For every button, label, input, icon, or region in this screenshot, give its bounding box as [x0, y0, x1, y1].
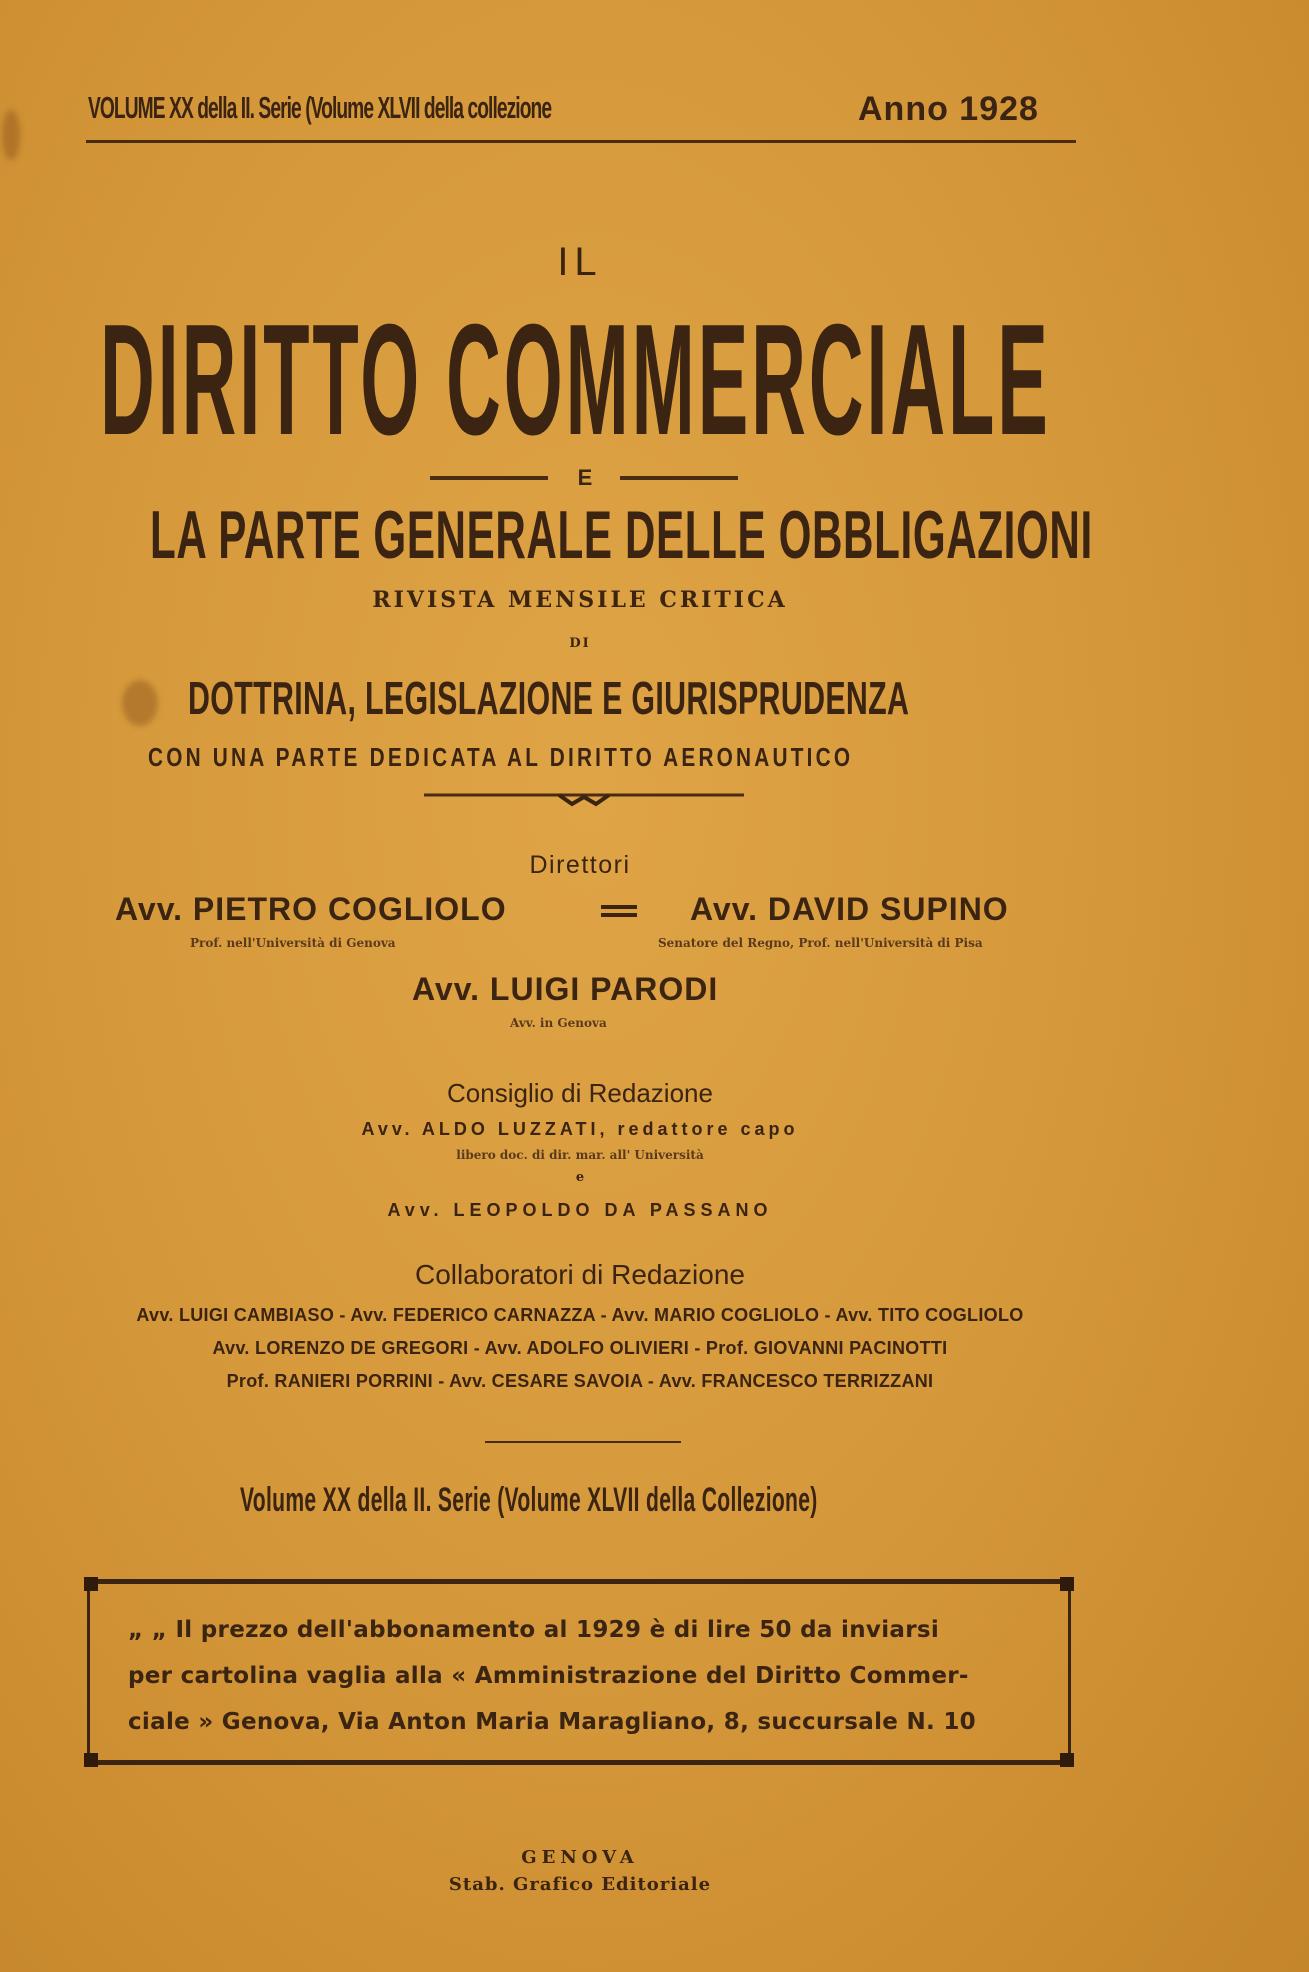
box-border-right: [1068, 1577, 1071, 1767]
subtitle-of: DI: [569, 636, 591, 651]
notice-line: ciale » Genova, Via Anton Maria Maragliano, 8, succursale N. 10: [128, 1709, 976, 1735]
imprint-press: Stab. Grafico Editoriale: [448, 1874, 712, 1895]
section-divider: [485, 1441, 681, 1443]
imprint-city: GENOVA: [521, 1847, 639, 1868]
chief-editor-role: libero doc. di dir. mar. all' Università: [456, 1148, 704, 1162]
board-member: Avv. LEOPOLDO DA PASSANO: [387, 1200, 773, 1220]
notice-line: per cartolina vaglia alla « Amministrazione del Diritto Commer-: [128, 1663, 969, 1689]
subscription-notice-box: [84, 1577, 1074, 1767]
box-border-bottom: [84, 1760, 1074, 1765]
collaborators-line: Prof. RANIERI PORRINI - Avv. CESARE SAVOIA - Avv. FRANCESCO TERRIZZANI: [226, 1371, 934, 1391]
notice-line: „ „ Il prezzo dell'abbonamento al 1929 è di lire 50 da inviarsi: [128, 1617, 940, 1643]
title-conjunction: E: [577, 465, 593, 490]
box-corner: [1060, 1577, 1074, 1591]
paper-stain: [122, 680, 158, 726]
box-corner: [1060, 1753, 1074, 1767]
header-year: Anno 1928: [858, 90, 1039, 128]
director-role: Senatore del Regno, Prof. nell'Università di Pisa: [658, 936, 983, 950]
ornament-rule-icon: [424, 788, 744, 808]
director-name: Avv. LUIGI PARODI: [412, 971, 719, 1007]
page-title: DIRITTO COMMERCIALE: [100, 292, 1051, 468]
paper-stain: [2, 110, 20, 160]
header-rule: [86, 140, 1076, 143]
title-article: IL: [557, 240, 603, 284]
box-border-left: [87, 1577, 90, 1767]
box-corner: [84, 1753, 98, 1767]
separator-rule-left: [430, 476, 548, 480]
directors-label: Direttori: [529, 851, 631, 879]
title-separator: [430, 465, 740, 491]
board-conjunction: e: [575, 1170, 585, 1185]
subscription-notice-text: [128, 1607, 1044, 1745]
publication-kind: RIVISTA MENSILE CRITICA: [372, 587, 788, 613]
editorial-board-label: Consiglio di Redazione: [447, 1078, 713, 1108]
volume-line: Volume XX della II. Serie (Volume XLVII della Collezione): [240, 1481, 818, 1519]
director-name: Avv. DAVID SUPINO: [690, 891, 1009, 927]
chief-editor: Avv. ALDO LUZZATI, redattore capo: [361, 1119, 799, 1139]
collaborators-line: Avv. LUIGI CAMBIASO - Avv. FEDERICO CARNAZZA - Avv. MARIO COGLIOLO - Avv. TITO COGLIOLO: [136, 1305, 1024, 1325]
separator-rule-right: [620, 476, 738, 480]
subtitle: LA PARTE GENERALE DELLE OBBLIGAZIONI: [150, 497, 1093, 573]
subject-topics: DOTTRINA, LEGISLAZIONE E GIURISPRUDENZA: [188, 672, 910, 724]
double-rule-icon: [601, 905, 637, 917]
aeronautics-note: CON UNA PARTE DEDICATA AL DIRITTO AERONAUTICO: [148, 742, 854, 772]
collaborators-line: Avv. LORENZO DE GREGORI - Avv. ADOLFO OLIVIERI - Prof. GIOVANNI PACINOTTI: [212, 1338, 948, 1358]
director-role: Prof. nell'Università di Genova: [190, 936, 396, 950]
header-volume-info: VOLUME XX della II. Serie (Volume XLVII della collezione: [88, 90, 552, 125]
box-border-top: [84, 1579, 1074, 1584]
director-name: Avv. PIETRO COGLIOLO: [115, 891, 507, 927]
box-corner: [84, 1577, 98, 1591]
collaborators-label: Collaboratori di Redazione: [415, 1259, 745, 1290]
director-role: Avv. in Genova: [510, 1016, 607, 1030]
